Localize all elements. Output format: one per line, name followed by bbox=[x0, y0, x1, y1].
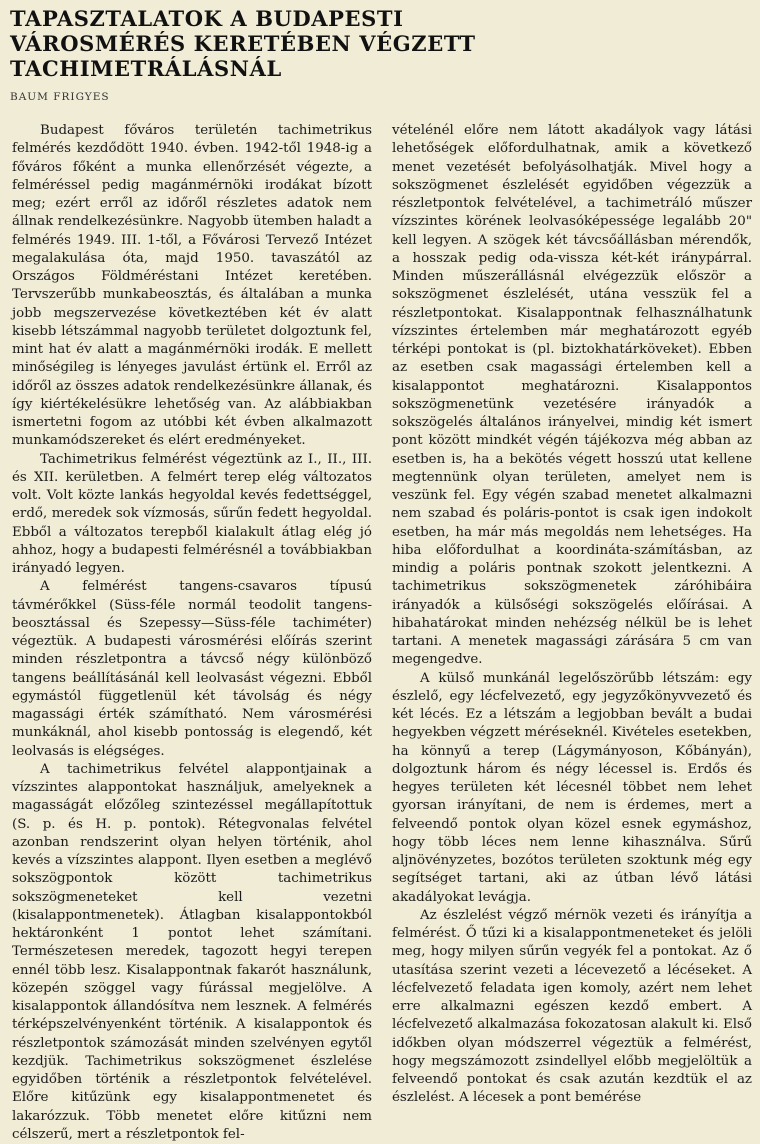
paragraph: A felmérést tangens-csavaros típusú távmérőkkel (Süss-féle normál teodolit tangens-beosztással és Szepessy—Süss-féle tachiméter) végeztük. A budapesti városmérési előírás szerint minden részletpontra a távcső négy különböző tangens beállításánál kell leolvasást végezni. Ebből egymástól függetlenül két távolság és négy magassági érték számítható. Nem városmérési munkáknál, ahol kisebb pontosság is elegendő, két leolvasás is elégséges. bbox=[12, 579, 372, 759]
paragraph: Az észlelést végző mérnök vezeti és irányítja a felmérést. Ő tűzi ki a kisalappontmeneteket és jelöli meg, hogy milyen sűrűn vegyék fel a pontokat. Az ő utasítása szerint vezeti a lécevezető a lécéseket. A lécfelvezető feladata igen komoly, azért nem lehet erre alkalmazni egészen kezdő embert. A lécfelvezető alkalmazása fokozatosan alakult ki. Első időkben olyan módszerrel végeztük a felmérést, hogy megszámozott zsindellyel előbb megjelöltük a felveendő pontokat és csak azután kezdtük el az észlelést. A lécesek a pont bemérése bbox=[392, 907, 752, 1106]
title-line-2: VÁROSMÉRÉS KERETÉBEN VÉGZETT TACHIMETRÁLÁSNÁL bbox=[10, 31, 476, 81]
title-line-1: TAPASZTALATOK A BUDAPESTI bbox=[10, 6, 404, 31]
paragraph: Budapest főváros területén tachimetrikus felmérés kezdődött 1940. évben. 1942-től 1948-ig a főváros főként a munka ellenőrzését végezte, a felméréssel pedig magánmérnöki irodákat bízott meg; ezért erről az időről részletes adatok nem állnak rendelkezésünkre. Nagyobb ütemben haladt a felmérés 1949. III. 1-től, a Fővárosi Tervező Intézet megalakulása óta, majd 1950. tavaszától az Országos Földméréstani Intézet keretében. Tervszerűbb munkabeosztás, és általában a munka jobb megszervezése következtében két év alatt kisebb létszámmal nagyobb területet dolgoztunk fel, mint hat év alatt a magánmérnöki irodák. E mellett minőségileg is lényeges javulást értünk el. Erről az időről az összes adatok rendelkezésünkre állanak, és így kiértékelésükre lehetőség van. Az alábbiakban ismertetni fogom az utóbbi két évben alkalmazott munkamódszereket és elért eredményeket. bbox=[12, 123, 372, 449]
right-column bbox=[392, 122, 752, 1144]
body-columns bbox=[12, 122, 752, 1144]
paragraph: A tachimetrikus felvétel alappontjainak a vízszintes alappontokat használjuk, amelyeknek a magasságát előzőleg szintezéssel megállapítottuk (S. p. és H. p. pontok). Rétegvonalas felvétel azonban rendszerint olyan helyen történik, ahol kevés a vízszintes alappont. Ilyen esetben a meglévő sokszögpontok között tachimetrikus sokszögmeneteket kell vezetni (kisalappontmenetek). Átlagban kisalappontokból hektáronként 1 pontot lehet számítani. Természetesen meredek, tagozott hegyi terepen ennél több lesz. Kisalappontnak fakarót használunk, közepén szöggel vagy fúrással megjelölve. A kisalappontok állandósítva nem lesznek. A felmérés térképszelvényenként történik. A kisalappontok és részletpontok számozását minden szelvényen egytől kezdjük. Tachimetrikus sokszögmenet észlelése egyidőben történik a részletpontok felvételével. Előre kitűzünk egy kisalappontmenetet és lakarózzuk. Több menetet előre kitűzni nem célszerű, mert a részletpontok fel- bbox=[12, 761, 372, 1142]
paragraph: vételénél előre nem látott akadályok vagy látási lehetőségek előfordulhatnak, amik a következő menet vezetését befolyásolhatják. Mivel hogy a sokszögmenet észlelését egyidőben végezzük a részletpontok felvételével, a tachimetráló műszer vízszintes körének leolvasóképessége legalább 20" kell legyen. A szögek két távcsőállásban mérendők, a hosszak pedig oda-vissza két-két iránypárral. Minden műszerállásnál elvégezzük először a sokszögmenet észlelését, utána vesszük fel a részletpontokat. Kisalappontnak felhasználhatunk vízszintes értelemben már meghatározott egyéb térképi pontokat is (pl. biztokhatárköveket). Ebben az esetben csak magassági értelemben kell a kisalappontot meghatározni. Kisalappontos sokszögmenetünk vezetésére irányadók a sokszögelés általános irányelvei, mindig két ismert pont között mindkét végén tájékozva még abban az esetben is, ha a bekötés végett hosszú utat kellene megtennünk olyan területen, amelyet nem is veszünk fel. Egy végén szabad menetet alkalmazni nem szabad és poláris-pontot is csak igen indokolt esetben, ha már más megoldás nem lehetséges. Ha hiba előfordulhat a koordináta-számításban, az mindig a poláris pontnak szokott jelentkezni. A tachimetrikus sokszögmenetek záróhibáira irányadók a külsőségi sokszögelés előírásai. A hibahatárokat minden nehézség nélkül be is lehet tartani. A menetek magassági zárására 5 cm van megengedve. bbox=[392, 123, 752, 668]
author-name: BAUM FRIGYES bbox=[10, 91, 110, 103]
left-column bbox=[12, 122, 372, 1144]
article-title bbox=[10, 6, 750, 81]
paragraph: A külső munkánál legelőszörűbb létszám: egy észlelő, egy lécfelvezető, egy jegyzőkönyvvezető és két lécés. Ez a létszám a legjobban bevált a budai hegyekben végzett méréseknél. Kivételes esetekben, ha könnyű a terep (Lágymányoson, Kőbányán), dolgoztunk három és négy lécessel is. Erdős és hegyes területen két lécesnél többet nem lehet gyorsan irányítani, de nem is érdemes, mert a felveendő pontok olyan közel esnek egymáshoz, hogy több léces nem lenne kihasználva. Sűrű aljnövényzetes, bozótos területen szoktunk még egy segítséget tartani, aki az útban lévő látási akadályokat levágja. bbox=[392, 670, 752, 905]
paragraph: Tachimetrikus felmérést végeztünk az I., II., III. és XII. kerületben. A felmért terep elég változatos volt. Volt közte lankás hegyoldal kevés fedettséggel, erdő, meredek sok vízmosás, sűrűn fedett hegyoldal. Ebből a változatos terepből kialakult átlag elég jó ahhoz, hogy a budapesti felmérésnél a továbbiakban irányadó legyen. bbox=[12, 451, 372, 576]
